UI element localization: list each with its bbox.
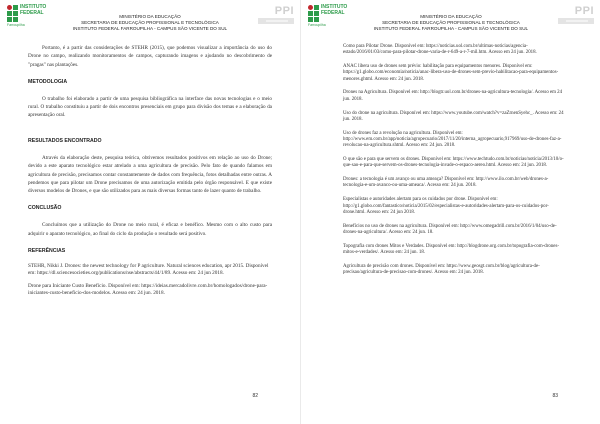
- reference-item: Como para Pilotar Drone. Disponível em: https://noticias.uol.com.br/ultimas-noticias/agencia-estado/2016/01/03/como-para-pilotar-drone-varia-de-r-649-a-r-7-mil.htm. Acesso em 24 jun. 2018.: [343, 44, 537, 56]
- reference-item: ANAC libera uso de drones sem prévio: habilitação para equipamentos menores. Disponível em: https://g1.globo.com/economia/noticia/anac-libera-uso-de-drones-sem-previo-habilitacao-para-equipamentos-menores.ghtml. Acesso em: 24 jun. 2018.: [343, 64, 559, 82]
- logo-dots: [308, 5, 319, 22]
- logo-line2: FEDERAL: [321, 9, 345, 16]
- right-page: [300, 0, 600, 424]
- logo-dots: [7, 5, 18, 22]
- reference-item: Uso do drone na agricultura. Disponível em: https://www.youtube.com/watch?v=zaZrnenSyehc_. Acesso em: 24 jun. 2018.: [343, 110, 564, 122]
- header-line2: SECRETARIA DE EDUCAÇÃO PROFISSIONAL E TECNOLÓGICA: [382, 20, 520, 25]
- conclusao-heading: CONCLUSÃO: [28, 205, 62, 212]
- reference-item: Benefícios no uso de drones na agricultura. Disponível em: http://www.omegadrill.com.br/2016/1/04/uso-de-drones-na-agricultura/. Acesso em: 24 jun. 18.: [343, 223, 557, 235]
- header-line3: INSTITUTO FEDERAL FARROUPILHA - CAMPUS SÃO VICENTE DO SUL: [373, 26, 529, 31]
- reference-item: Uso de drones faz a revolução na agricultura. Disponível em: http://www.em.com.br/app/noticia/agropecuario/2017/11/20/interna_agropecuario,917969/uso-de-drones-faz-a-revolucao-na-agricultura.shtml. Acesso em: 24 jun. 2018.: [343, 130, 562, 149]
- reference-item: Drones: a tecnologia é um avanço ou uma ameaça? Disponível em: http://www.ilo.com.br/web/drones-a-tecnologia-e-um-avanco-ou-uma-ameaca/. Acesso em: 24 jun. 2018.: [343, 177, 549, 189]
- logo-line1: INSTITUTO: [321, 4, 348, 10]
- reference-item: Drones na Agricultura. Disponível em: http://blogtr.uol.com.br/drones-na-agricultura-tecnologia/. Acesso em 24 jun. 2018.: [343, 90, 563, 102]
- document-header: [40, 14, 260, 32]
- conclusao-paragraph: Concluímos que a utilização do Drone no meio rural, é eficaz e benéfico. Mesmo com o alto custo para adquirir o aparato tecnológico, ao final do ciclo da produção o resultado será positivo.: [28, 222, 272, 237]
- logo-line1: INSTITUTO: [20, 4, 47, 10]
- referencias-heading: REFERÊNCIAS: [28, 247, 66, 254]
- resultados-paragraph: Através da elaboração deste, pesquisa teórica, obtivemos resultados positivos em relação ao uso do Drone; devido a este aparato tecnológico estar atrelado a uma agricultura de precisão. Pelo fato de quando falamos em agricultura de precisão, precisamos contar constantemente de dados com frequência, fotos detalhadas entre outras. A pendemos que para pilotar um Drone precisamos de uma autorização emitida pelo órgão responsável. E que existe diversos modelos de Drones, e que são utilizados para as mais diversas formas tanto de lazer quanto de trabalho.: [28, 154, 272, 195]
- ppi-logo: [552, 5, 594, 25]
- header-line3: INSTITUTO FEDERAL FARROUPILHA - CAMPUS SÃO VICENTE DO SUL: [72, 26, 228, 31]
- page-number: 82: [252, 393, 258, 399]
- page-number: 83: [552, 393, 558, 399]
- header-line2: SECRETARIA DE EDUCAÇÃO PROFISSIONAL E TECNOLÓGICA: [81, 20, 219, 25]
- ppi-logo-text: PPI: [274, 5, 294, 17]
- reference-item: Topografia com drones Mitos e Verdades. Disponível em: http://blogdrone.org.com.br/topografia-com-drones-mitos-e-verdades/. Acesso em: 24 jun. 18.: [343, 243, 559, 256]
- ppi-logo: [252, 5, 294, 25]
- intro-paragraph: Portanto, é a partir das considerações de STEHR (2015), que podemos visualizar a importância do uso do Drone no campo, realizando monitoramentos de campos, capturando imagens e ajudando no descobrimento de "pragas" nas plantações.: [28, 45, 272, 68]
- logo-line2: FEDERAL: [20, 9, 44, 16]
- ppi-logo-text: PPI: [574, 5, 594, 17]
- header-line1: MINISTÉRIO DA EDUCAÇÃO: [119, 14, 181, 19]
- metodologia-paragraph: O trabalho foi elaborado a partir de uma pesquisa bibliográfica na interface das novas tecnologias e o meio rural. O trabalho constituiu a partir de dois encontros presenciais em grupo para divisão dos temas e a elaboração da apresentação oral.: [28, 95, 272, 119]
- logo-line3: Farroupilha: [308, 23, 326, 27]
- header-line1: MINISTÉRIO DA EDUCAÇÃO: [420, 14, 482, 19]
- reference-item: Agricultura de precisão com drones. Disponível em: https://www.geosgt.com.br/blog/agricultura-de-precisao/agricultura-de-precisao-com-drones/. Acesso em: 24 jun. 2018.: [343, 263, 540, 276]
- reference-item: STEHR, Nikki J. Drones: the newest technology for P agriculture. Natural sciences education, apr 2015. Disponível em: https://dl.sciencesocieties.org/publications/nse/abstracts/44/1/89. Acesso em: 24 jun 2018.: [28, 263, 269, 277]
- logo-line3: Farroupilha: [7, 23, 25, 27]
- right-page-body: [343, 44, 565, 284]
- resultados-heading: RESULTADOS ENCONTRADO: [28, 137, 102, 144]
- metodologia-heading: METODOLOGIA: [28, 78, 68, 85]
- reference-item: O que são e para que servem os drones. Disponível em: https://www.techtudo.com.br/noticias/noticia/2013/10/o-que-sao-e-para-que-servem-os-drones-tecnologia-invade-o-espaco-aereo.html. Acesso em: 24 jun. 2018.: [343, 157, 564, 169]
- reference-item: Especialistas e autoridades alertam para os cuidados por drone. Disponível em: http://g1.globo.com/fantastico/noticia/2015/02/especialistas-e-autoridades-alertam-para-os-cuidados-por-drone.html. Acesso em: 24 jun 2018.: [343, 197, 549, 215]
- reference-item: Drone para Iniciante Custo Benefício. Disponível em: https://ideias.mercadolivre.com.br/homologados/drone-para-iniciantes-custo-beneficio-dos-modelos. Acesso em: 24 jun. 2018.: [28, 283, 268, 297]
- left-page-body: [28, 44, 272, 303]
- document-header: [341, 14, 561, 32]
